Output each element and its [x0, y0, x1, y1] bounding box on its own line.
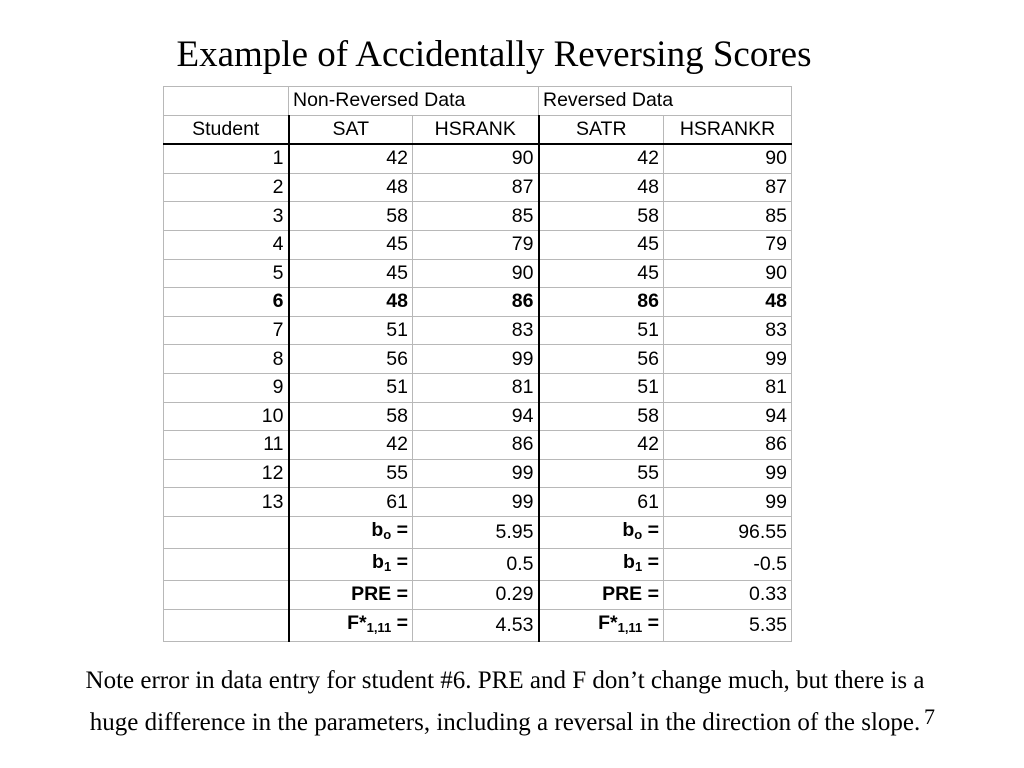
- b0-label-reversed: $b_o$ =: [539, 516, 664, 548]
- table-row: [164, 459, 792, 488]
- sat-cell: 42: [289, 144, 413, 173]
- pre-value-reversed: 0.33: [664, 580, 792, 609]
- non-reversed-group-header: Non-Reversed Data: [289, 87, 539, 116]
- pre-label-reversed: PRE =: [539, 580, 664, 609]
- column-header-hsrank: HSRANK: [413, 115, 539, 144]
- table-body: [164, 144, 792, 516]
- student-cell: 10: [164, 402, 289, 431]
- group-header-row: [164, 87, 792, 116]
- sat-cell: 48: [289, 288, 413, 317]
- student-cell: 1: [164, 144, 289, 173]
- satr-cell: 61: [539, 488, 664, 517]
- satr-cell: 45: [539, 259, 664, 288]
- sat-cell: 51: [289, 373, 413, 402]
- hsrank-cell: 83: [413, 316, 539, 345]
- hsrank-cell: 87: [413, 173, 539, 202]
- satr-cell: 55: [539, 459, 664, 488]
- satr-cell: 56: [539, 345, 664, 374]
- student-cell: 8: [164, 345, 289, 374]
- hsrankr-cell: 81: [664, 373, 792, 402]
- pre-value-non-reversed: 0.29: [413, 580, 539, 609]
- hsrankr-cell: 94: [664, 402, 792, 431]
- satr-cell: 51: [539, 373, 664, 402]
- student-cell: 12: [164, 459, 289, 488]
- hsrank-cell: 86: [413, 431, 539, 460]
- satr-cell: 51: [539, 316, 664, 345]
- satr-cell: 42: [539, 431, 664, 460]
- slide-title: Example of Accidentally Reversing Scores: [176, 34, 812, 75]
- stat-row-b0: [164, 516, 792, 548]
- satr-cell: 42: [539, 144, 664, 173]
- hsrank-cell: 94: [413, 402, 539, 431]
- sat-cell: 56: [289, 345, 413, 374]
- column-header-satr: SATR: [539, 115, 664, 144]
- student-cell: 4: [164, 230, 289, 259]
- f-label-reversed: $F*_{1,11}$ =: [539, 609, 664, 641]
- b1-label: $b_1$ =: [289, 548, 413, 580]
- student-cell: 2: [164, 173, 289, 202]
- student-cell: 3: [164, 202, 289, 231]
- sat-cell: 51: [289, 316, 413, 345]
- b0-label: $b_o$ =: [289, 516, 413, 548]
- stat-row-f: [164, 609, 792, 641]
- hsrankr-cell: 90: [664, 144, 792, 173]
- column-header-sat: SAT: [289, 115, 413, 144]
- table-row: [164, 144, 792, 173]
- hsrankr-cell: 79: [664, 230, 792, 259]
- f-label: $F*_{1,11}$ =: [289, 609, 413, 641]
- scores-table: [163, 86, 792, 642]
- b0-value-non-reversed: 5.95: [413, 516, 539, 548]
- hsrank-cell: 99: [413, 345, 539, 374]
- b1-label-reversed: $b_1$ =: [539, 548, 664, 580]
- reversed-group-header: Reversed Data: [539, 87, 792, 116]
- satr-cell: 48: [539, 173, 664, 202]
- column-header-student: Student: [164, 115, 289, 144]
- hsrankr-cell: 90: [664, 259, 792, 288]
- table-row: [164, 345, 792, 374]
- hsrankr-cell: 48: [664, 288, 792, 317]
- table-row: [164, 202, 792, 231]
- sat-cell: 58: [289, 402, 413, 431]
- table-row: [164, 488, 792, 517]
- hsrank-cell: 79: [413, 230, 539, 259]
- b1-value-non-reversed: 0.5: [413, 548, 539, 580]
- satr-cell: 58: [539, 402, 664, 431]
- hsrank-cell: 81: [413, 373, 539, 402]
- table-row: [164, 173, 792, 202]
- pre-label: PRE =: [289, 580, 413, 609]
- column-header-hsrankr: HSRANKR: [664, 115, 792, 144]
- sat-cell: 45: [289, 230, 413, 259]
- satr-cell: 58: [539, 202, 664, 231]
- sat-cell: 55: [289, 459, 413, 488]
- table-row: [164, 288, 792, 317]
- hsrank-cell: 99: [413, 459, 539, 488]
- student-cell: 7: [164, 316, 289, 345]
- sat-cell: 48: [289, 173, 413, 202]
- hsrank-cell: 99: [413, 488, 539, 517]
- table-row: [164, 259, 792, 288]
- student-cell: 11: [164, 431, 289, 460]
- empty-header-cell: [164, 87, 289, 116]
- hsrank-cell: 90: [413, 259, 539, 288]
- hsrankr-cell: 99: [664, 459, 792, 488]
- student-cell: 13: [164, 488, 289, 517]
- hsrankr-cell: 86: [664, 431, 792, 460]
- hsrankr-cell: 87: [664, 173, 792, 202]
- hsrank-cell: 85: [413, 202, 539, 231]
- table-row: [164, 230, 792, 259]
- student-cell: 9: [164, 373, 289, 402]
- f-value-non-reversed: 4.53: [413, 609, 539, 641]
- sat-cell: 45: [289, 259, 413, 288]
- table-row: [164, 373, 792, 402]
- b0-value-reversed: 96.55: [664, 516, 792, 548]
- satr-cell: 45: [539, 230, 664, 259]
- sat-cell: 58: [289, 202, 413, 231]
- satr-cell: 86: [539, 288, 664, 317]
- empty-stat-cell: [164, 516, 289, 548]
- hsrank-cell: 86: [413, 288, 539, 317]
- page-number: 7: [924, 704, 935, 729]
- student-cell: 5: [164, 259, 289, 288]
- hsrankr-cell: 99: [664, 488, 792, 517]
- stat-row-b1: [164, 548, 792, 580]
- sat-cell: 42: [289, 431, 413, 460]
- f-value-reversed: 5.35: [664, 609, 792, 641]
- note-line-1: Note error in data entry for student #6. PRE and F don’t change much, but there is a: [85, 667, 925, 694]
- table-row: [164, 431, 792, 460]
- sat-cell: 61: [289, 488, 413, 517]
- table-row: [164, 402, 792, 431]
- empty-stat-cell: [164, 580, 289, 609]
- stat-row-pre: [164, 580, 792, 609]
- hsrankr-cell: 83: [664, 316, 792, 345]
- hsrank-cell: 90: [413, 144, 539, 173]
- column-header-row: [164, 115, 792, 144]
- empty-stat-cell: [164, 609, 289, 641]
- b1-value-reversed: -0.5: [664, 548, 792, 580]
- student-cell: 6: [164, 288, 289, 317]
- hsrankr-cell: 99: [664, 345, 792, 374]
- table-row: [164, 316, 792, 345]
- empty-stat-cell: [164, 548, 289, 580]
- hsrankr-cell: 85: [664, 202, 792, 231]
- note-line-2: huge difference in the parameters, including a reversal in the direction of the slope.: [89, 709, 921, 736]
